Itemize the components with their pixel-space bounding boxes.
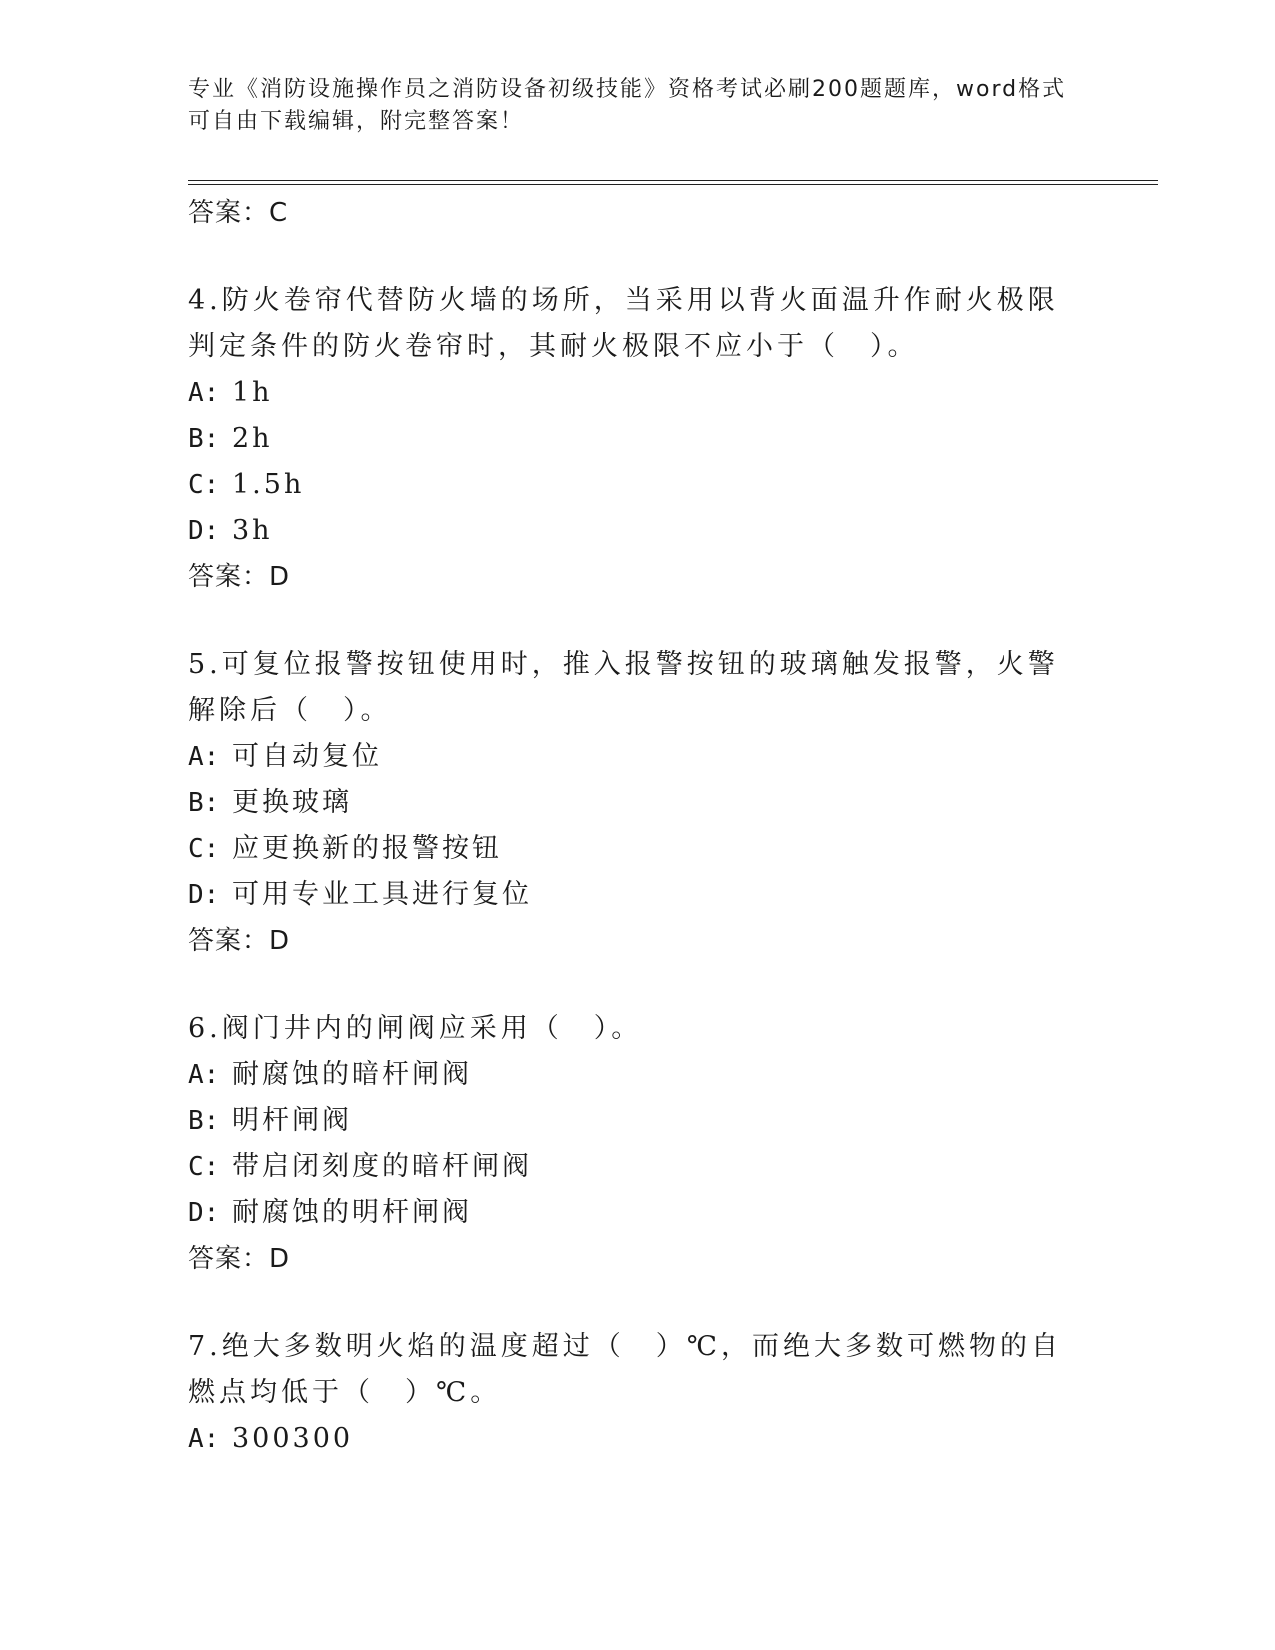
option-a bbox=[188, 370, 1108, 416]
option-b bbox=[188, 1098, 1108, 1144]
option-value: 可自动复位 bbox=[232, 741, 382, 772]
option-value: 2h bbox=[232, 423, 273, 454]
option-value: 带启闭刻度的暗杆闸阀 bbox=[232, 1151, 532, 1182]
header-divider-top bbox=[188, 180, 1158, 181]
option-c bbox=[188, 1144, 1108, 1190]
option-key: D: bbox=[188, 1198, 220, 1228]
option-key: B: bbox=[188, 788, 220, 818]
question-4 bbox=[188, 278, 1108, 600]
option-value: 更换玻璃 bbox=[232, 787, 352, 818]
option-key: D: bbox=[188, 516, 220, 546]
option-c bbox=[188, 462, 1108, 508]
option-value: 1h bbox=[232, 377, 273, 408]
option-key: A: bbox=[188, 1424, 220, 1454]
option-key: A: bbox=[188, 742, 220, 772]
option-b bbox=[188, 416, 1108, 462]
option-key: B: bbox=[188, 424, 220, 454]
option-value: 3h bbox=[232, 515, 273, 546]
option-value: 300300 bbox=[232, 1423, 354, 1454]
option-c bbox=[188, 826, 1108, 872]
question-text: 6.阀门井内的闸阀应采用（ ）。 bbox=[188, 1013, 643, 1044]
option-d bbox=[188, 1190, 1108, 1236]
option-value: 应更换新的报警按钮 bbox=[232, 833, 502, 864]
option-key: A: bbox=[188, 378, 220, 408]
option-value: 1.5h bbox=[232, 469, 305, 500]
question-text: 5.可复位报警按钮使用时，推入报警按钮的玻璃触发报警，火警解除后（ ）。 bbox=[188, 649, 1059, 726]
option-key: A: bbox=[188, 1060, 220, 1090]
option-a bbox=[188, 734, 1108, 780]
answer-line: 答案：D bbox=[188, 1244, 291, 1274]
question-text: 4.防火卷帘代替防火墙的场所，当采用以背火面温升作耐火极限判定条件的防火卷帘时，其耐火极限不应小于（ ）。 bbox=[188, 285, 1059, 362]
option-b bbox=[188, 780, 1108, 826]
option-a bbox=[188, 1416, 1108, 1462]
answer-line: 答案：D bbox=[188, 562, 291, 592]
question-text: 7.绝大多数明火焰的温度超过（ ）℃，而绝大多数可燃物的自燃点均低于（ ）℃。 bbox=[188, 1331, 1062, 1408]
option-value: 耐腐蚀的明杆闸阀 bbox=[232, 1197, 472, 1228]
question-list bbox=[188, 190, 1108, 1462]
option-d bbox=[188, 872, 1108, 918]
option-key: D: bbox=[188, 880, 220, 910]
answer-line: 答案：C bbox=[188, 198, 289, 228]
header-divider-bottom bbox=[188, 184, 1158, 185]
option-key: C: bbox=[188, 834, 220, 864]
question-5 bbox=[188, 642, 1108, 964]
option-value: 耐腐蚀的暗杆闸阀 bbox=[232, 1059, 472, 1090]
question-6 bbox=[188, 1006, 1108, 1282]
question-7 bbox=[188, 1324, 1108, 1462]
option-d bbox=[188, 508, 1108, 554]
option-value: 可用专业工具进行复位 bbox=[232, 879, 532, 910]
option-value: 明杆闸阀 bbox=[232, 1105, 352, 1136]
option-key: C: bbox=[188, 470, 220, 500]
option-a bbox=[188, 1052, 1108, 1098]
document-header: 专业《消防设施操作员之消防设备初级技能》资格考试必刷200题题库，word格式可自由下载编辑，附完整答案！ bbox=[188, 77, 1067, 134]
option-key: B: bbox=[188, 1106, 220, 1136]
option-key: C: bbox=[188, 1152, 220, 1182]
answer-line: 答案：D bbox=[188, 926, 291, 956]
